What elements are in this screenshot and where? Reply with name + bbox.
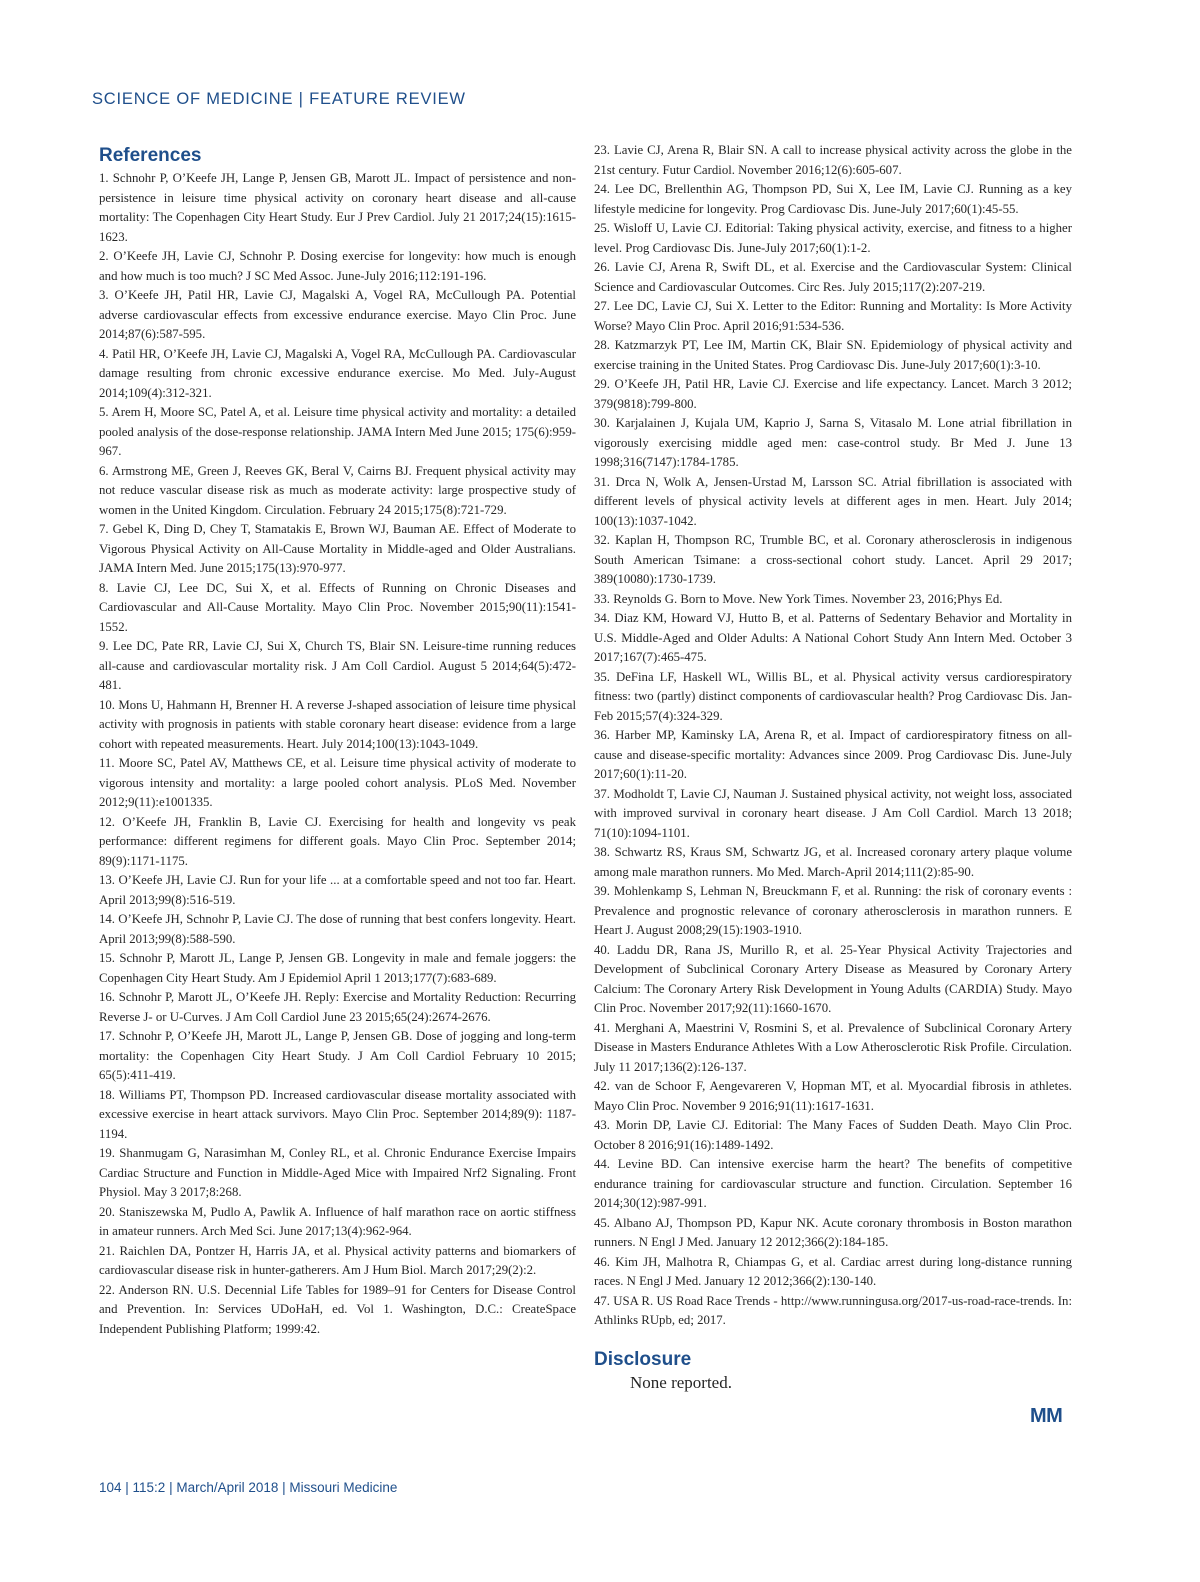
reference-item: 30. Karjalainen J, Kujala UM, Kaprio J, Sarna S, Vitasalo M. Lone atrial fibrillation in vigorously exercising middle aged men: case-control study. Br Med J. June 13 1998;316(7147):1784-1785. — [594, 416, 1072, 469]
reference-item: 25. Wisloff U, Lavie CJ. Editorial: Taking physical activity, exercise, and fitness to a higher level. Prog Cardiovasc Dis. June-July 2017;60(1):1-2. — [594, 221, 1072, 255]
reference-item: 29. O’Keefe JH, Patil HR, Lavie CJ. Exercise and life expectancy. Lancet. March 3 2012; 379(9818):799-800. — [594, 377, 1072, 411]
reference-item: 41. Merghani A, Maestrini V, Rosmini S, et al. Prevalence of Subclinical Coronary Artery Disease in Masters Endurance Athletes With a Low Atherosclerotic Risk Profile. Circulation. July 11 2017;136(2):126-137. — [594, 1020, 1072, 1074]
reference-item: 5. Arem H, Moore SC, Patel A, et al. Leisure time physical activity and mortality: a detailed pooled analysis of the dose-response relationship. JAMA Intern Med June 2015; 175(6):959-967. — [99, 405, 576, 458]
reference-item: 22. Anderson RN. U.S. Decennial Life Tables for 1989–91 for Centers for Disease Control and Prevention. In: Services UDoHaH, ed. Vol 1. Washington, D.C.: CreateSpace Independent Publishing Platform; 1999:42. — [99, 1282, 576, 1336]
reference-item: 15. Schnohr P, Marott JL, Lange P, Jensen GB. Longevity in male and female joggers: the Copenhagen City Heart Study. Am J Epidemiol April 1 2013;177(7):683-689. — [99, 951, 576, 985]
reference-item: 17. Schnohr P, O’Keefe JH, Marott JL, Lange P, Jensen GB. Dose of jogging and long-term mortality: the Copenhagen City Heart Study. J Am Coll Cardiol February 10 2015; 65(5):411-419. — [99, 1029, 576, 1082]
references-column-left — [99, 141, 576, 1339]
reference-item: 32. Kaplan H, Thompson RC, Trumble BC, et al. Coronary atherosclerosis in indigenous South American Tsimane: a cross-sectional cohort study. Lancet. April 29 2017; 389(10080):1730-1739. — [594, 533, 1072, 586]
reference-item: 16. Schnohr P, Marott JL, O’Keefe JH. Reply: Exercise and Mortality Reduction: Recurring Reverse J- or U-Curves. J Am Coll Cardiol June 23 2015;65(24):2674-2676. — [99, 990, 576, 1024]
reference-item: 31. Drca N, Wolk A, Jensen-Urstad M, Larsson SC. Atrial fibrillation is associated with different levels of physical activity levels at different ages in men. Heart. July 2014; 100(13):1037-1042. — [594, 474, 1072, 528]
reference-item: 24. Lee DC, Brellenthin AG, Thompson PD, Sui X, Lee IM, Lavie CJ. Running as a key lifestyle medicine for longevity. Prog Cardiovasc Dis. June-July 2017;60(1):45-55. — [594, 182, 1072, 216]
reference-item: 33. Reynolds G. Born to Move. New York Times. November 23, 2016;Phys Ed. — [594, 591, 1003, 606]
reference-item: 28. Katzmarzyk PT, Lee IM, Martin CK, Blair SN. Epidemiology of physical activity and exercise training in the United States. Prog Cardiovasc Dis. June-July 2017;60(1):3-10. — [594, 338, 1072, 372]
reference-item: 38. Schwartz RS, Kraus SM, Schwartz JG, et al. Increased coronary artery plaque volume among male marathon runners. Mo Med. March-April 2014;111(2):85-90. — [594, 845, 1072, 879]
reference-item: 35. DeFina LF, Haskell WL, Willis BL, et al. Physical activity versus cardiorespiratory fitness: two (partly) distinct components of cardiovascular health? Prog Cardiovasc Dis. Jan-Feb 2015;57(4):324-329. — [594, 669, 1072, 723]
disclosure-heading: Disclosure — [594, 1348, 692, 1370]
reference-item: 7. Gebel K, Ding D, Chey T, Stamatakis E, Brown WJ, Bauman AE. Effect of Moderate to Vigorous Physical Activity on All-Cause Mortality in Middle-aged and Older Australians. JAMA Intern Med. June 2015;175(13):970-977. — [99, 522, 576, 575]
references-heading: References — [99, 145, 202, 166]
reference-item: 18. Williams PT, Thompson PD. Increased cardiovascular disease mortality associated with excessive exercise in heart attack survivors. Mayo Clin Proc. September 2014;89(9): 1187-1194. — [99, 1087, 576, 1141]
reference-item: 14. O’Keefe JH, Schnohr P, Lavie CJ. The dose of running that best confers longevity. Heart. April 2013;99(8):588-590. — [99, 912, 576, 946]
reference-item: 43. Morin DP, Lavie CJ. Editorial: The Many Faces of Sudden Death. Mayo Clin Proc. October 8 2016;91(16):1489-1492. — [594, 1118, 1072, 1152]
reference-item: 47. USA R. US Road Race Trends - http://www.runningusa.org/2017-us-road-race-trends. In: Athlinks RUpb, ed; 2017. — [594, 1293, 1072, 1327]
reference-item: 45. Albano AJ, Thompson PD, Kapur NK. Acute coronary thrombosis in Boston marathon runners. N Engl J Med. January 12 2012;366(2):184-185. — [594, 1215, 1072, 1249]
reference-item: 6. Armstrong ME, Green J, Reeves GK, Beral V, Cairns BJ. Frequent physical activity may not reduce vascular disease risk as much as moderate activity: large prospective study of women in the United Kingdom. Circulation. February 24 2015;175(8):721-729. — [99, 463, 576, 517]
reference-item: 10. Mons U, Hahmann H, Brenner H. A reverse J-shaped association of leisure time physical activity with prognosis in patients with stable coronary heart disease: evidence from a large cohort with repeated measurements. Heart. July 2014;100(13):1043-1049. — [99, 697, 576, 751]
missouri-medicine-logo: MM — [1030, 1405, 1063, 1427]
reference-item: 4. Patil HR, O’Keefe JH, Lavie CJ, Magalski A, Vogel RA, McCullough PA. Cardiovascular damage resulting from chronic excessive endurance exercise. Mo Med. July-August 2014;109(4):312-321. — [99, 346, 576, 400]
reference-list-left — [99, 169, 576, 1339]
reference-item: 42. van de Schoor F, Aengevareren V, Hopman MT, et al. Myocardial fibrosis in athletes. Mayo Clin Proc. November 9 2016;91(11):1617-1631. — [594, 1079, 1072, 1113]
reference-item: 1. Schnohr P, O’Keefe JH, Lange P, Jensen GB, Marott JL. Impact of persistence and non-persistence in leisure time physical activity on coronary heart disease and all-cause mortality: The Copenhagen City Heart Study. Eur J Prev Cardiol. July 21 2017;24(15):1615-1623. — [99, 171, 576, 244]
reference-item: 34. Diaz KM, Howard VJ, Hutto B, et al. Patterns of Sedentary Behavior and Mortality in U.S. Middle-Aged and Older Adults: A National Cohort Study Ann Intern Med. October 3 2017;167(7):465-475. — [594, 611, 1072, 664]
reference-item: 26. Lavie CJ, Arena R, Swift DL, et al. Exercise and the Cardiovascular System: Clinical Science and Cardiovascular Outcomes. Circ Res. July 2015;117(2):207-219. — [594, 260, 1072, 294]
reference-item: 2. O’Keefe JH, Lavie CJ, Schnohr P. Dosing exercise for longevity: how much is enough and how much is too much? J SC Med Assoc. June-July 2016;112:191-196. — [99, 249, 576, 283]
references-column-right — [594, 141, 1072, 1393]
disclosure-text: None reported. — [630, 1372, 732, 1392]
reference-item: 13. O’Keefe JH, Lavie CJ. Run for your life ... at a comfortable speed and not too far. Heart. April 2013;99(8):516-519. — [99, 873, 576, 907]
reference-item: 12. O’Keefe JH, Franklin B, Lavie CJ. Exercising for health and longevity vs peak performance: different regimens for different goals. Mayo Clin Proc. September 2014; 89(9):1171-1175. — [99, 814, 576, 868]
running-head: SCIENCE OF MEDICINE | FEATURE REVIEW — [92, 90, 466, 108]
page-footer: 104 | 115:2 | March/April 2018 | Missouri Medicine — [99, 1480, 398, 1495]
reference-item: 20. Staniszewska M, Pudlo A, Pawlik A. Influence of half marathon race on aortic stiffness in amateur runners. Arch Med Sci. June 2017;13(4):962-964. — [99, 1204, 576, 1238]
reference-item: 40. Laddu DR, Rana JS, Murillo R, et al. 25-Year Physical Activity Trajectories and Development of Subclinical Coronary Artery Disease as Measured by Coronary Artery Calcium: The Coronary Artery Risk Development in Young Adults (CARDIA) Study. Mayo Clin Proc. November 2017;92(11):1660-1670. — [594, 942, 1072, 1015]
reference-list-right — [594, 141, 1072, 1331]
reference-item: 27. Lee DC, Lavie CJ, Sui X. Letter to the Editor: Running and Mortality: Is More Activity Worse? Mayo Clin Proc. April 2016;91:534-536. — [594, 299, 1072, 333]
reference-item: 23. Lavie CJ, Arena R, Blair SN. A call to increase physical activity across the globe in the 21st century. Futur Cardiol. November 2016;12(6):605-607. — [594, 143, 1072, 177]
reference-item: 3. O’Keefe JH, Patil HR, Lavie CJ, Magalski A, Vogel RA, McCullough PA. Potential adverse cardiovascular effects from excessive endurance exercise. Mayo Clin Proc. June 2014;87(6):587-595. — [99, 288, 576, 341]
reference-item: 37. Modholdt T, Lavie CJ, Nauman J. Sustained physical activity, not weight loss, associated with improved survival in coronary heart disease. J Am Coll Cardiol. March 13 2018; 71(10):1094-1101. — [594, 786, 1072, 840]
reference-item: 8. Lavie CJ, Lee DC, Sui X, et al. Effects of Running on Chronic Diseases and Cardiovascular and All-Cause Mortality. Mayo Clin Proc. November 2015;90(11):1541-1552. — [99, 580, 576, 634]
reference-item: 36. Harber MP, Kaminsky LA, Arena R, et al. Impact of cardiorespiratory fitness on all-cause and disease-specific mortality: Advances since 2009. Prog Cardiovasc Dis. June-July 2017;60(1):11-20. — [594, 728, 1072, 781]
reference-item: 46. Kim JH, Malhotra R, Chiampas G, et al. Cardiac arrest during long-distance running races. N Engl J Med. January 12 2012;366(2):130-140. — [594, 1254, 1072, 1288]
reference-item: 39. Mohlenkamp S, Lehman N, Breuckmann F, et al. Running: the risk of coronary events : Prevalence and prognostic relevance of coronary atherosclerosis in marathon runners. E Heart J. August 2008;29(15):1903-1910. — [594, 884, 1072, 937]
reference-item: 11. Moore SC, Patel AV, Matthews CE, et al. Leisure time physical activity of moderate to vigorous intensity and mortality: a large pooled cohort analysis. PLoS Med. November 2012;9(11):e1001335. — [99, 756, 576, 809]
reference-item: 19. Shanmugam G, Narasimhan M, Conley RL, et al. Chronic Endurance Exercise Impairs Cardiac Structure and Function in Middle-Aged Mice with Impaired Nrf2 Signaling. Front Physiol. May 3 2017;8:268. — [99, 1146, 576, 1199]
reference-item: 21. Raichlen DA, Pontzer H, Harris JA, et al. Physical activity patterns and biomarkers of cardiovascular disease risk in hunter-gatherers. Am J Hum Biol. March 2017;29(2):2. — [99, 1243, 576, 1277]
reference-item: 44. Levine BD. Can intensive exercise harm the heart? The benefits of competitive endurance training for cardiovascular structure and function. Circulation. September 16 2014;30(12):987-991. — [594, 1157, 1072, 1210]
reference-item: 9. Lee DC, Pate RR, Lavie CJ, Sui X, Church TS, Blair SN. Leisure-time running reduces all-cause and cardiovascular mortality risk. J Am Coll Cardiol. August 5 2014;64(5):472-481. — [99, 639, 576, 692]
